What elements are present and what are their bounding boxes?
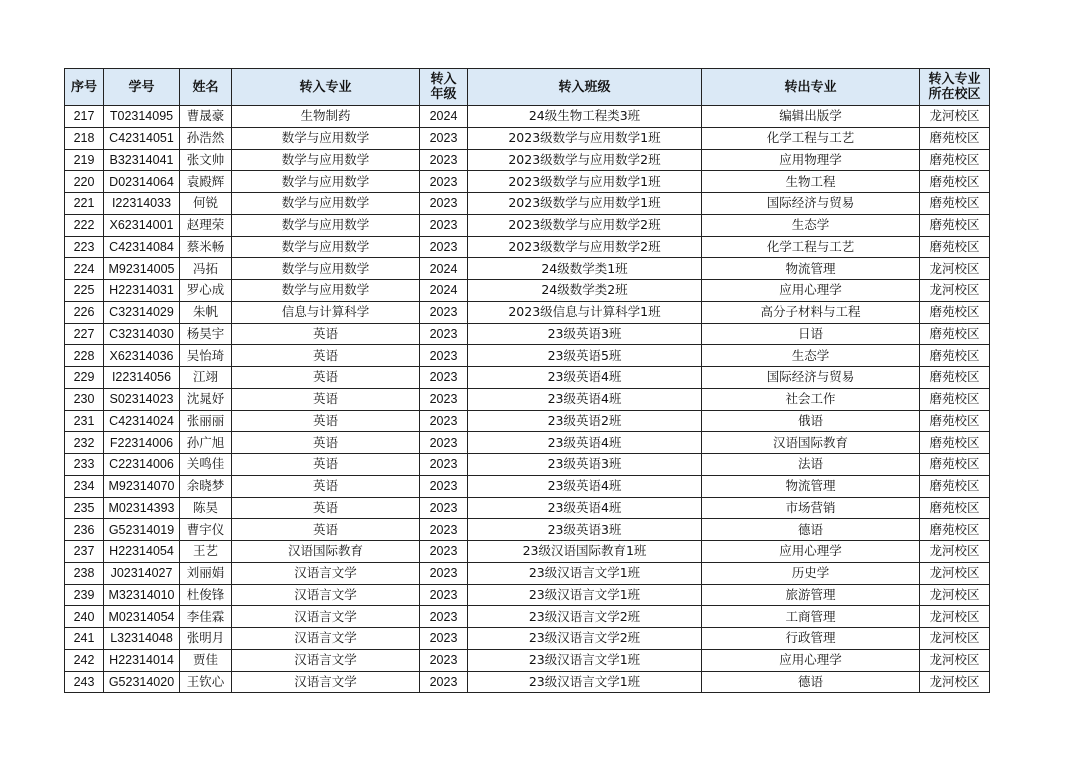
campus-cell: 磨苑校区 bbox=[920, 454, 990, 476]
to-major-cell: 数学与应用数学 bbox=[232, 214, 420, 236]
table-row bbox=[65, 236, 990, 258]
table-row bbox=[65, 562, 990, 584]
campus-cell: 磨苑校区 bbox=[920, 149, 990, 171]
seq-cell: 239 bbox=[65, 584, 104, 606]
name-cell: 贾佳 bbox=[180, 649, 232, 671]
from-major-cell: 生态学 bbox=[702, 345, 920, 367]
year-cell: 2023 bbox=[420, 562, 468, 584]
to-class-cell: 23级英语4班 bbox=[468, 475, 702, 497]
year-cell: 2023 bbox=[420, 628, 468, 650]
student-id-cell: M02314393 bbox=[104, 497, 180, 519]
from-major-cell: 汉语国际教育 bbox=[702, 432, 920, 454]
seq-cell: 233 bbox=[65, 454, 104, 476]
header-campus-line1: 转入专业 bbox=[928, 72, 981, 87]
from-major-cell: 物流管理 bbox=[702, 475, 920, 497]
table-row bbox=[65, 149, 990, 171]
to-major-cell: 汉语言文学 bbox=[232, 671, 420, 693]
student-id-cell: M32314010 bbox=[104, 584, 180, 606]
campus-cell: 龙河校区 bbox=[920, 671, 990, 693]
to-class-cell: 2023级数学与应用数学2班 bbox=[468, 149, 702, 171]
seq-cell: 217 bbox=[65, 106, 104, 128]
table-row bbox=[65, 345, 990, 367]
year-cell: 2023 bbox=[420, 475, 468, 497]
name-cell: 王艺 bbox=[180, 541, 232, 563]
year-cell: 2023 bbox=[420, 323, 468, 345]
campus-cell: 磨苑校区 bbox=[920, 367, 990, 389]
student-id-cell: X62314036 bbox=[104, 345, 180, 367]
to-class-cell: 23级汉语言文学1班 bbox=[468, 562, 702, 584]
seq-cell: 220 bbox=[65, 171, 104, 193]
campus-cell: 磨苑校区 bbox=[920, 193, 990, 215]
campus-cell: 磨苑校区 bbox=[920, 345, 990, 367]
table-row bbox=[65, 519, 990, 541]
seq-cell: 218 bbox=[65, 127, 104, 149]
year-cell: 2023 bbox=[420, 127, 468, 149]
to-class-cell: 2023级数学与应用数学2班 bbox=[468, 214, 702, 236]
from-major-cell: 市场营销 bbox=[702, 497, 920, 519]
from-major-cell: 德语 bbox=[702, 519, 920, 541]
to-major-cell: 英语 bbox=[232, 475, 420, 497]
seq-cell: 222 bbox=[65, 214, 104, 236]
student-id-cell: C42314024 bbox=[104, 410, 180, 432]
to-class-cell: 24级数学类1班 bbox=[468, 258, 702, 280]
transfer-table bbox=[64, 68, 990, 693]
to-major-cell: 英语 bbox=[232, 454, 420, 476]
table-row bbox=[65, 541, 990, 563]
student-id-cell: M02314054 bbox=[104, 606, 180, 628]
to-class-cell: 23级英语4班 bbox=[468, 497, 702, 519]
table-row bbox=[65, 475, 990, 497]
seq-cell: 227 bbox=[65, 323, 104, 345]
header-year-line1: 转入 bbox=[430, 72, 457, 87]
name-cell: 张明月 bbox=[180, 628, 232, 650]
name-cell: 张丽丽 bbox=[180, 410, 232, 432]
student-id-cell: T02314095 bbox=[104, 106, 180, 128]
name-cell: 刘丽娟 bbox=[180, 562, 232, 584]
year-cell: 2023 bbox=[420, 345, 468, 367]
campus-cell: 磨苑校区 bbox=[920, 410, 990, 432]
student-id-cell: C22314006 bbox=[104, 454, 180, 476]
student-id-cell: G52314019 bbox=[104, 519, 180, 541]
to-major-cell: 汉语国际教育 bbox=[232, 541, 420, 563]
year-cell: 2023 bbox=[420, 519, 468, 541]
header-from-major: 转出专业 bbox=[702, 69, 920, 106]
from-major-cell: 工商管理 bbox=[702, 606, 920, 628]
student-id-cell: H22314031 bbox=[104, 280, 180, 302]
from-major-cell: 化学工程与工艺 bbox=[702, 127, 920, 149]
to-class-cell: 2023级数学与应用数学1班 bbox=[468, 193, 702, 215]
table-row bbox=[65, 214, 990, 236]
table-row bbox=[65, 497, 990, 519]
seq-cell: 236 bbox=[65, 519, 104, 541]
to-class-cell: 23级英语3班 bbox=[468, 519, 702, 541]
from-major-cell: 日语 bbox=[702, 323, 920, 345]
table-row bbox=[65, 301, 990, 323]
name-cell: 罗心成 bbox=[180, 280, 232, 302]
from-major-cell: 俄语 bbox=[702, 410, 920, 432]
to-major-cell: 数学与应用数学 bbox=[232, 280, 420, 302]
from-major-cell: 生物工程 bbox=[702, 171, 920, 193]
campus-cell: 磨苑校区 bbox=[920, 432, 990, 454]
to-major-cell: 英语 bbox=[232, 388, 420, 410]
to-major-cell: 信息与计算科学 bbox=[232, 301, 420, 323]
year-cell: 2023 bbox=[420, 236, 468, 258]
year-cell: 2023 bbox=[420, 171, 468, 193]
year-cell: 2023 bbox=[420, 301, 468, 323]
to-class-cell: 23级汉语言文学1班 bbox=[468, 649, 702, 671]
to-major-cell: 生物制药 bbox=[232, 106, 420, 128]
from-major-cell: 法语 bbox=[702, 454, 920, 476]
campus-cell: 龙河校区 bbox=[920, 106, 990, 128]
to-major-cell: 英语 bbox=[232, 410, 420, 432]
seq-cell: 221 bbox=[65, 193, 104, 215]
header-year bbox=[420, 69, 468, 106]
table-row bbox=[65, 432, 990, 454]
name-cell: 余晓梦 bbox=[180, 475, 232, 497]
name-cell: 关鸣佳 bbox=[180, 454, 232, 476]
header-row bbox=[65, 69, 990, 106]
table-row bbox=[65, 193, 990, 215]
table-row bbox=[65, 106, 990, 128]
seq-cell: 241 bbox=[65, 628, 104, 650]
campus-cell: 龙河校区 bbox=[920, 584, 990, 606]
to-class-cell: 23级英语5班 bbox=[468, 345, 702, 367]
table-row bbox=[65, 280, 990, 302]
table-row bbox=[65, 606, 990, 628]
student-id-cell: J02314027 bbox=[104, 562, 180, 584]
seq-cell: 232 bbox=[65, 432, 104, 454]
table-row bbox=[65, 323, 990, 345]
from-major-cell: 旅游管理 bbox=[702, 584, 920, 606]
year-cell: 2023 bbox=[420, 214, 468, 236]
year-cell: 2023 bbox=[420, 193, 468, 215]
header-to-class: 转入班级 bbox=[468, 69, 702, 106]
table-row bbox=[65, 410, 990, 432]
student-id-cell: H22314014 bbox=[104, 649, 180, 671]
student-id-cell: I22314033 bbox=[104, 193, 180, 215]
from-major-cell: 国际经济与贸易 bbox=[702, 367, 920, 389]
name-cell: 袁殿辉 bbox=[180, 171, 232, 193]
campus-cell: 龙河校区 bbox=[920, 541, 990, 563]
table-row bbox=[65, 388, 990, 410]
table-row bbox=[65, 649, 990, 671]
campus-cell: 磨苑校区 bbox=[920, 497, 990, 519]
to-class-cell: 23级汉语言文学2班 bbox=[468, 606, 702, 628]
to-major-cell: 汉语言文学 bbox=[232, 584, 420, 606]
name-cell: 蔡米畅 bbox=[180, 236, 232, 258]
year-cell: 2023 bbox=[420, 388, 468, 410]
year-cell: 2023 bbox=[420, 606, 468, 628]
from-major-cell: 行政管理 bbox=[702, 628, 920, 650]
to-class-cell: 24级数学类2班 bbox=[468, 280, 702, 302]
to-class-cell: 2023级数学与应用数学1班 bbox=[468, 171, 702, 193]
name-cell: 朱帆 bbox=[180, 301, 232, 323]
campus-cell: 磨苑校区 bbox=[920, 127, 990, 149]
table-row bbox=[65, 628, 990, 650]
campus-cell: 龙河校区 bbox=[920, 606, 990, 628]
year-cell: 2023 bbox=[420, 432, 468, 454]
name-cell: 李佳霖 bbox=[180, 606, 232, 628]
header-to-major: 转入专业 bbox=[232, 69, 420, 106]
from-major-cell: 社会工作 bbox=[702, 388, 920, 410]
from-major-cell: 国际经济与贸易 bbox=[702, 193, 920, 215]
student-id-cell: F22314006 bbox=[104, 432, 180, 454]
name-cell: 江翊 bbox=[180, 367, 232, 389]
student-id-cell: M92314070 bbox=[104, 475, 180, 497]
campus-cell: 龙河校区 bbox=[920, 280, 990, 302]
seq-cell: 225 bbox=[65, 280, 104, 302]
campus-cell: 磨苑校区 bbox=[920, 388, 990, 410]
from-major-cell: 应用物理学 bbox=[702, 149, 920, 171]
student-id-cell: C42314051 bbox=[104, 127, 180, 149]
to-major-cell: 英语 bbox=[232, 519, 420, 541]
to-major-cell: 英语 bbox=[232, 345, 420, 367]
year-cell: 2023 bbox=[420, 541, 468, 563]
to-class-cell: 23级汉语言文学1班 bbox=[468, 671, 702, 693]
from-major-cell: 化学工程与工艺 bbox=[702, 236, 920, 258]
to-class-cell: 23级英语4班 bbox=[468, 388, 702, 410]
campus-cell: 磨苑校区 bbox=[920, 236, 990, 258]
student-id-cell: X62314001 bbox=[104, 214, 180, 236]
header-name: 姓名 bbox=[180, 69, 232, 106]
to-major-cell: 英语 bbox=[232, 497, 420, 519]
student-id-cell: L32314048 bbox=[104, 628, 180, 650]
from-major-cell: 生态学 bbox=[702, 214, 920, 236]
student-id-cell: G52314020 bbox=[104, 671, 180, 693]
seq-cell: 243 bbox=[65, 671, 104, 693]
year-cell: 2024 bbox=[420, 280, 468, 302]
seq-cell: 229 bbox=[65, 367, 104, 389]
seq-cell: 219 bbox=[65, 149, 104, 171]
header-campus-line2: 所在校区 bbox=[928, 87, 981, 102]
seq-cell: 242 bbox=[65, 649, 104, 671]
seq-cell: 224 bbox=[65, 258, 104, 280]
seq-cell: 240 bbox=[65, 606, 104, 628]
to-major-cell: 汉语言文学 bbox=[232, 562, 420, 584]
name-cell: 张文帅 bbox=[180, 149, 232, 171]
to-class-cell: 23级英语4班 bbox=[468, 432, 702, 454]
name-cell: 王钦心 bbox=[180, 671, 232, 693]
student-id-cell: H22314054 bbox=[104, 541, 180, 563]
header-campus bbox=[920, 69, 990, 106]
campus-cell: 磨苑校区 bbox=[920, 519, 990, 541]
year-cell: 2023 bbox=[420, 649, 468, 671]
seq-cell: 235 bbox=[65, 497, 104, 519]
to-class-cell: 2023级数学与应用数学2班 bbox=[468, 236, 702, 258]
year-cell: 2023 bbox=[420, 367, 468, 389]
seq-cell: 237 bbox=[65, 541, 104, 563]
table-row bbox=[65, 584, 990, 606]
name-cell: 孙浩然 bbox=[180, 127, 232, 149]
seq-cell: 234 bbox=[65, 475, 104, 497]
name-cell: 孙广旭 bbox=[180, 432, 232, 454]
to-major-cell: 汉语言文学 bbox=[232, 606, 420, 628]
from-major-cell: 德语 bbox=[702, 671, 920, 693]
name-cell: 杨昊宇 bbox=[180, 323, 232, 345]
from-major-cell: 应用心理学 bbox=[702, 649, 920, 671]
student-id-cell: B32314041 bbox=[104, 149, 180, 171]
table-body bbox=[65, 106, 990, 693]
campus-cell: 龙河校区 bbox=[920, 258, 990, 280]
seq-cell: 231 bbox=[65, 410, 104, 432]
from-major-cell: 物流管理 bbox=[702, 258, 920, 280]
campus-cell: 磨苑校区 bbox=[920, 301, 990, 323]
table-row bbox=[65, 671, 990, 693]
name-cell: 曹宇仪 bbox=[180, 519, 232, 541]
table-row bbox=[65, 454, 990, 476]
seq-cell: 238 bbox=[65, 562, 104, 584]
year-cell: 2023 bbox=[420, 584, 468, 606]
header-year-line2: 年级 bbox=[430, 87, 457, 102]
campus-cell: 磨苑校区 bbox=[920, 475, 990, 497]
to-major-cell: 汉语言文学 bbox=[232, 628, 420, 650]
seq-cell: 228 bbox=[65, 345, 104, 367]
header-seq: 序号 bbox=[65, 69, 104, 106]
campus-cell: 磨苑校区 bbox=[920, 214, 990, 236]
year-cell: 2023 bbox=[420, 671, 468, 693]
name-cell: 沈晁妤 bbox=[180, 388, 232, 410]
name-cell: 杜俊锋 bbox=[180, 584, 232, 606]
from-major-cell: 历史学 bbox=[702, 562, 920, 584]
to-class-cell: 23级英语2班 bbox=[468, 410, 702, 432]
campus-cell: 磨苑校区 bbox=[920, 323, 990, 345]
student-id-cell: C32314030 bbox=[104, 323, 180, 345]
table-row bbox=[65, 258, 990, 280]
campus-cell: 磨苑校区 bbox=[920, 171, 990, 193]
name-cell: 何锐 bbox=[180, 193, 232, 215]
campus-cell: 龙河校区 bbox=[920, 649, 990, 671]
year-cell: 2023 bbox=[420, 454, 468, 476]
campus-cell: 龙河校区 bbox=[920, 562, 990, 584]
seq-cell: 230 bbox=[65, 388, 104, 410]
student-id-cell: C32314029 bbox=[104, 301, 180, 323]
to-class-cell: 23级英语3班 bbox=[468, 454, 702, 476]
name-cell: 赵理荣 bbox=[180, 214, 232, 236]
to-class-cell: 23级汉语言文学2班 bbox=[468, 628, 702, 650]
to-class-cell: 23级英语3班 bbox=[468, 323, 702, 345]
to-class-cell: 2023级数学与应用数学1班 bbox=[468, 127, 702, 149]
table-row bbox=[65, 367, 990, 389]
to-major-cell: 数学与应用数学 bbox=[232, 258, 420, 280]
to-major-cell: 汉语言文学 bbox=[232, 649, 420, 671]
to-major-cell: 英语 bbox=[232, 367, 420, 389]
to-major-cell: 数学与应用数学 bbox=[232, 149, 420, 171]
to-major-cell: 数学与应用数学 bbox=[232, 236, 420, 258]
from-major-cell: 编辑出版学 bbox=[702, 106, 920, 128]
seq-cell: 223 bbox=[65, 236, 104, 258]
student-id-cell: I22314056 bbox=[104, 367, 180, 389]
table-row bbox=[65, 171, 990, 193]
to-class-cell: 24级生物工程类3班 bbox=[468, 106, 702, 128]
year-cell: 2024 bbox=[420, 106, 468, 128]
to-major-cell: 数学与应用数学 bbox=[232, 127, 420, 149]
to-major-cell: 数学与应用数学 bbox=[232, 193, 420, 215]
table-row bbox=[65, 127, 990, 149]
to-class-cell: 23级汉语言文学1班 bbox=[468, 584, 702, 606]
seq-cell: 226 bbox=[65, 301, 104, 323]
year-cell: 2023 bbox=[420, 410, 468, 432]
to-major-cell: 数学与应用数学 bbox=[232, 171, 420, 193]
campus-cell: 龙河校区 bbox=[920, 628, 990, 650]
year-cell: 2023 bbox=[420, 149, 468, 171]
to-major-cell: 英语 bbox=[232, 323, 420, 345]
to-class-cell: 23级汉语国际教育1班 bbox=[468, 541, 702, 563]
student-id-cell: D02314064 bbox=[104, 171, 180, 193]
name-cell: 吴怡琦 bbox=[180, 345, 232, 367]
student-id-cell: S02314023 bbox=[104, 388, 180, 410]
to-class-cell: 2023级信息与计算科学1班 bbox=[468, 301, 702, 323]
from-major-cell: 高分子材料与工程 bbox=[702, 301, 920, 323]
name-cell: 曹晟豪 bbox=[180, 106, 232, 128]
student-id-cell: C42314084 bbox=[104, 236, 180, 258]
from-major-cell: 应用心理学 bbox=[702, 280, 920, 302]
from-major-cell: 应用心理学 bbox=[702, 541, 920, 563]
year-cell: 2024 bbox=[420, 258, 468, 280]
name-cell: 冯拓 bbox=[180, 258, 232, 280]
student-id-cell: M92314005 bbox=[104, 258, 180, 280]
to-major-cell: 英语 bbox=[232, 432, 420, 454]
to-class-cell: 23级英语4班 bbox=[468, 367, 702, 389]
year-cell: 2023 bbox=[420, 497, 468, 519]
header-student-id: 学号 bbox=[104, 69, 180, 106]
name-cell: 陈昊 bbox=[180, 497, 232, 519]
